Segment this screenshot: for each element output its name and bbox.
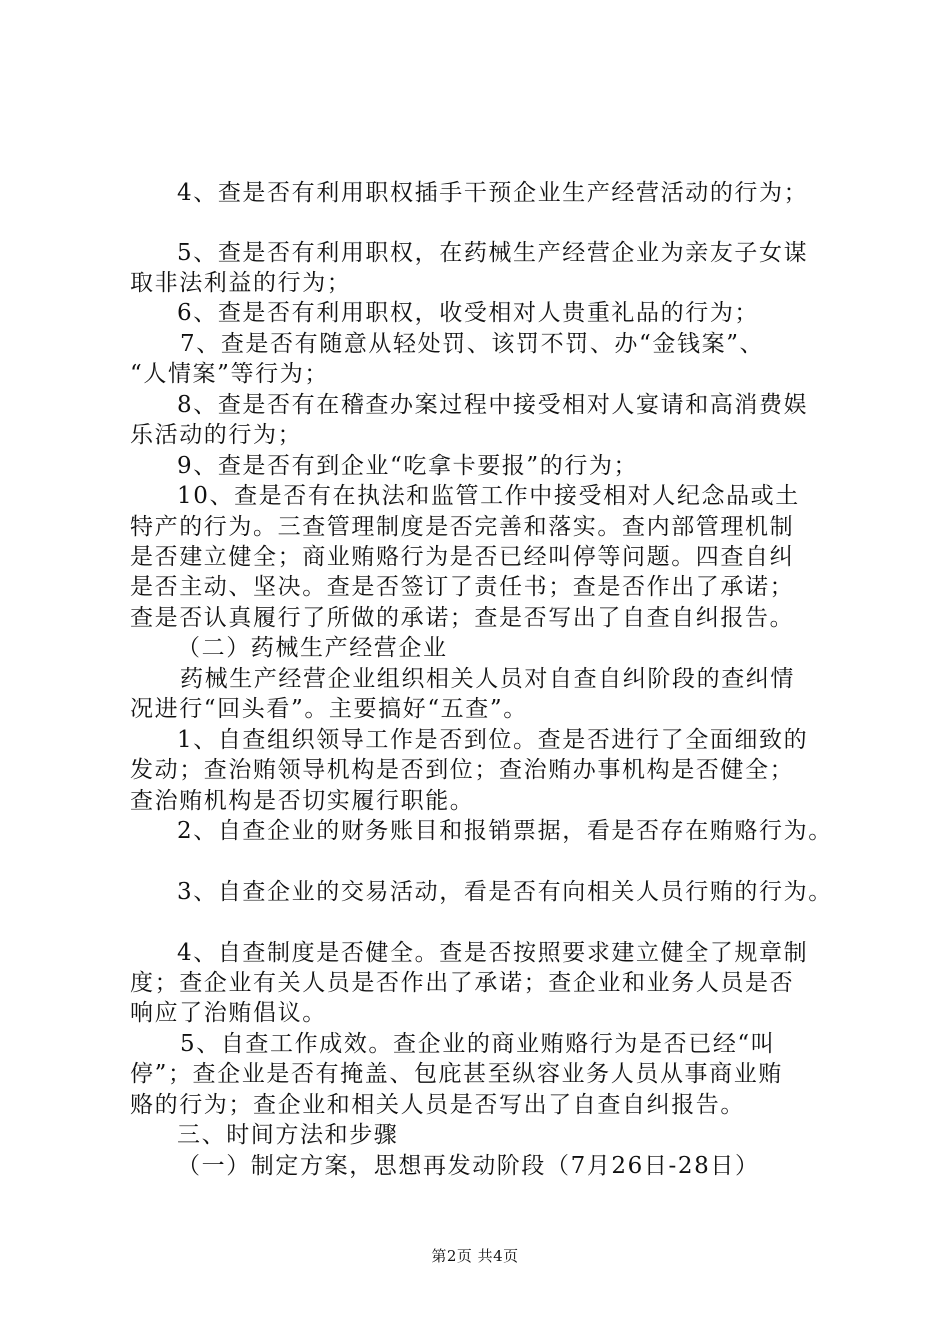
text-line: 3、自查企业的交易活动，看是否有向相关人员行贿的行为。 — [177, 879, 833, 905]
text-line: 取非法利益的行为； — [130, 270, 352, 296]
text-line: 5、自查工作成效。查企业的商业贿赂行为是否已经“叫 — [180, 1031, 776, 1057]
text-line: 度；查企业有关人员是否作出了承诺；查企业和业务人员是否 — [130, 970, 795, 996]
text-line: 6、查是否有利用职权，收受相对人贵重礼品的行为； — [177, 300, 760, 326]
text-line: 是否建立健全；商业贿赂行为是否已经叫停等问题。四查自纠 — [130, 544, 795, 570]
text-line: 特产的行为。三查管理制度是否完善和落实。查内部管理机制 — [130, 514, 795, 540]
text-line: 查治贿机构是否切实履行职能。 — [130, 788, 475, 814]
text-line: 2、自查企业的财务账目和报销票据，看是否存在贿赂行为。 — [177, 818, 833, 844]
text-line: 10、查是否有在执法和监管工作中接受相对人纪念品或土 — [177, 483, 800, 509]
text-line: 4、自查制度是否健全。查是否按照要求建立健全了规章制 — [177, 940, 809, 966]
text-line: 8、查是否有在稽查办案过程中接受相对人宴请和高消费娱 — [177, 392, 809, 418]
text-line: “人情案”等行为； — [130, 361, 329, 387]
section-heading: 三、时间方法和步骤 — [177, 1122, 399, 1148]
text-line: 况进行“回头看”。主要搞好“五查”。 — [130, 696, 528, 722]
text-line: 查是否认真履行了所做的承诺；查是否写出了自查自纠报告。 — [130, 605, 795, 631]
section-heading: （二）药械生产经营企业 — [177, 635, 448, 661]
text-line: 停”；查企业是否有掩盖、包庇甚至纵容业务人员从事商业贿 — [130, 1061, 783, 1087]
text-line: 是否主动、坚决。查是否签订了责任书；查是否作出了承诺； — [130, 574, 795, 600]
page-number-footer: 第2页 共4页 — [431, 1247, 519, 1265]
section-heading: （一）制定方案，思想再发动阶段（7月26日-28日） — [177, 1153, 760, 1179]
text-line: 1、自查组织领导工作是否到位。查是否进行了全面细致的 — [177, 727, 809, 753]
text-line: 响应了治贿倡议。 — [130, 1000, 327, 1026]
text-line: 4、查是否有利用职权插手干预企业生产经营活动的行为； — [177, 180, 809, 206]
text-line: 7、查是否有随意从轻处罚、该罚不罚、办“金钱案”、 — [180, 331, 765, 357]
text-line: 赂的行为；查企业和相关人员是否写出了自查自纠报告。 — [130, 1092, 745, 1118]
text-line: 5、查是否有利用职权，在药械生产经营企业为亲友子女谋 — [177, 240, 809, 266]
text-line: 9、查是否有到企业“吃拿卡要报”的行为； — [177, 453, 639, 479]
text-line: 药械生产经营企业组织相关人员对自查自纠阶段的查纠情 — [180, 666, 795, 692]
text-line: 发动；查治贿领导机构是否到位；查治贿办事机构是否健全； — [130, 757, 795, 783]
text-line: 乐活动的行为； — [130, 422, 303, 448]
